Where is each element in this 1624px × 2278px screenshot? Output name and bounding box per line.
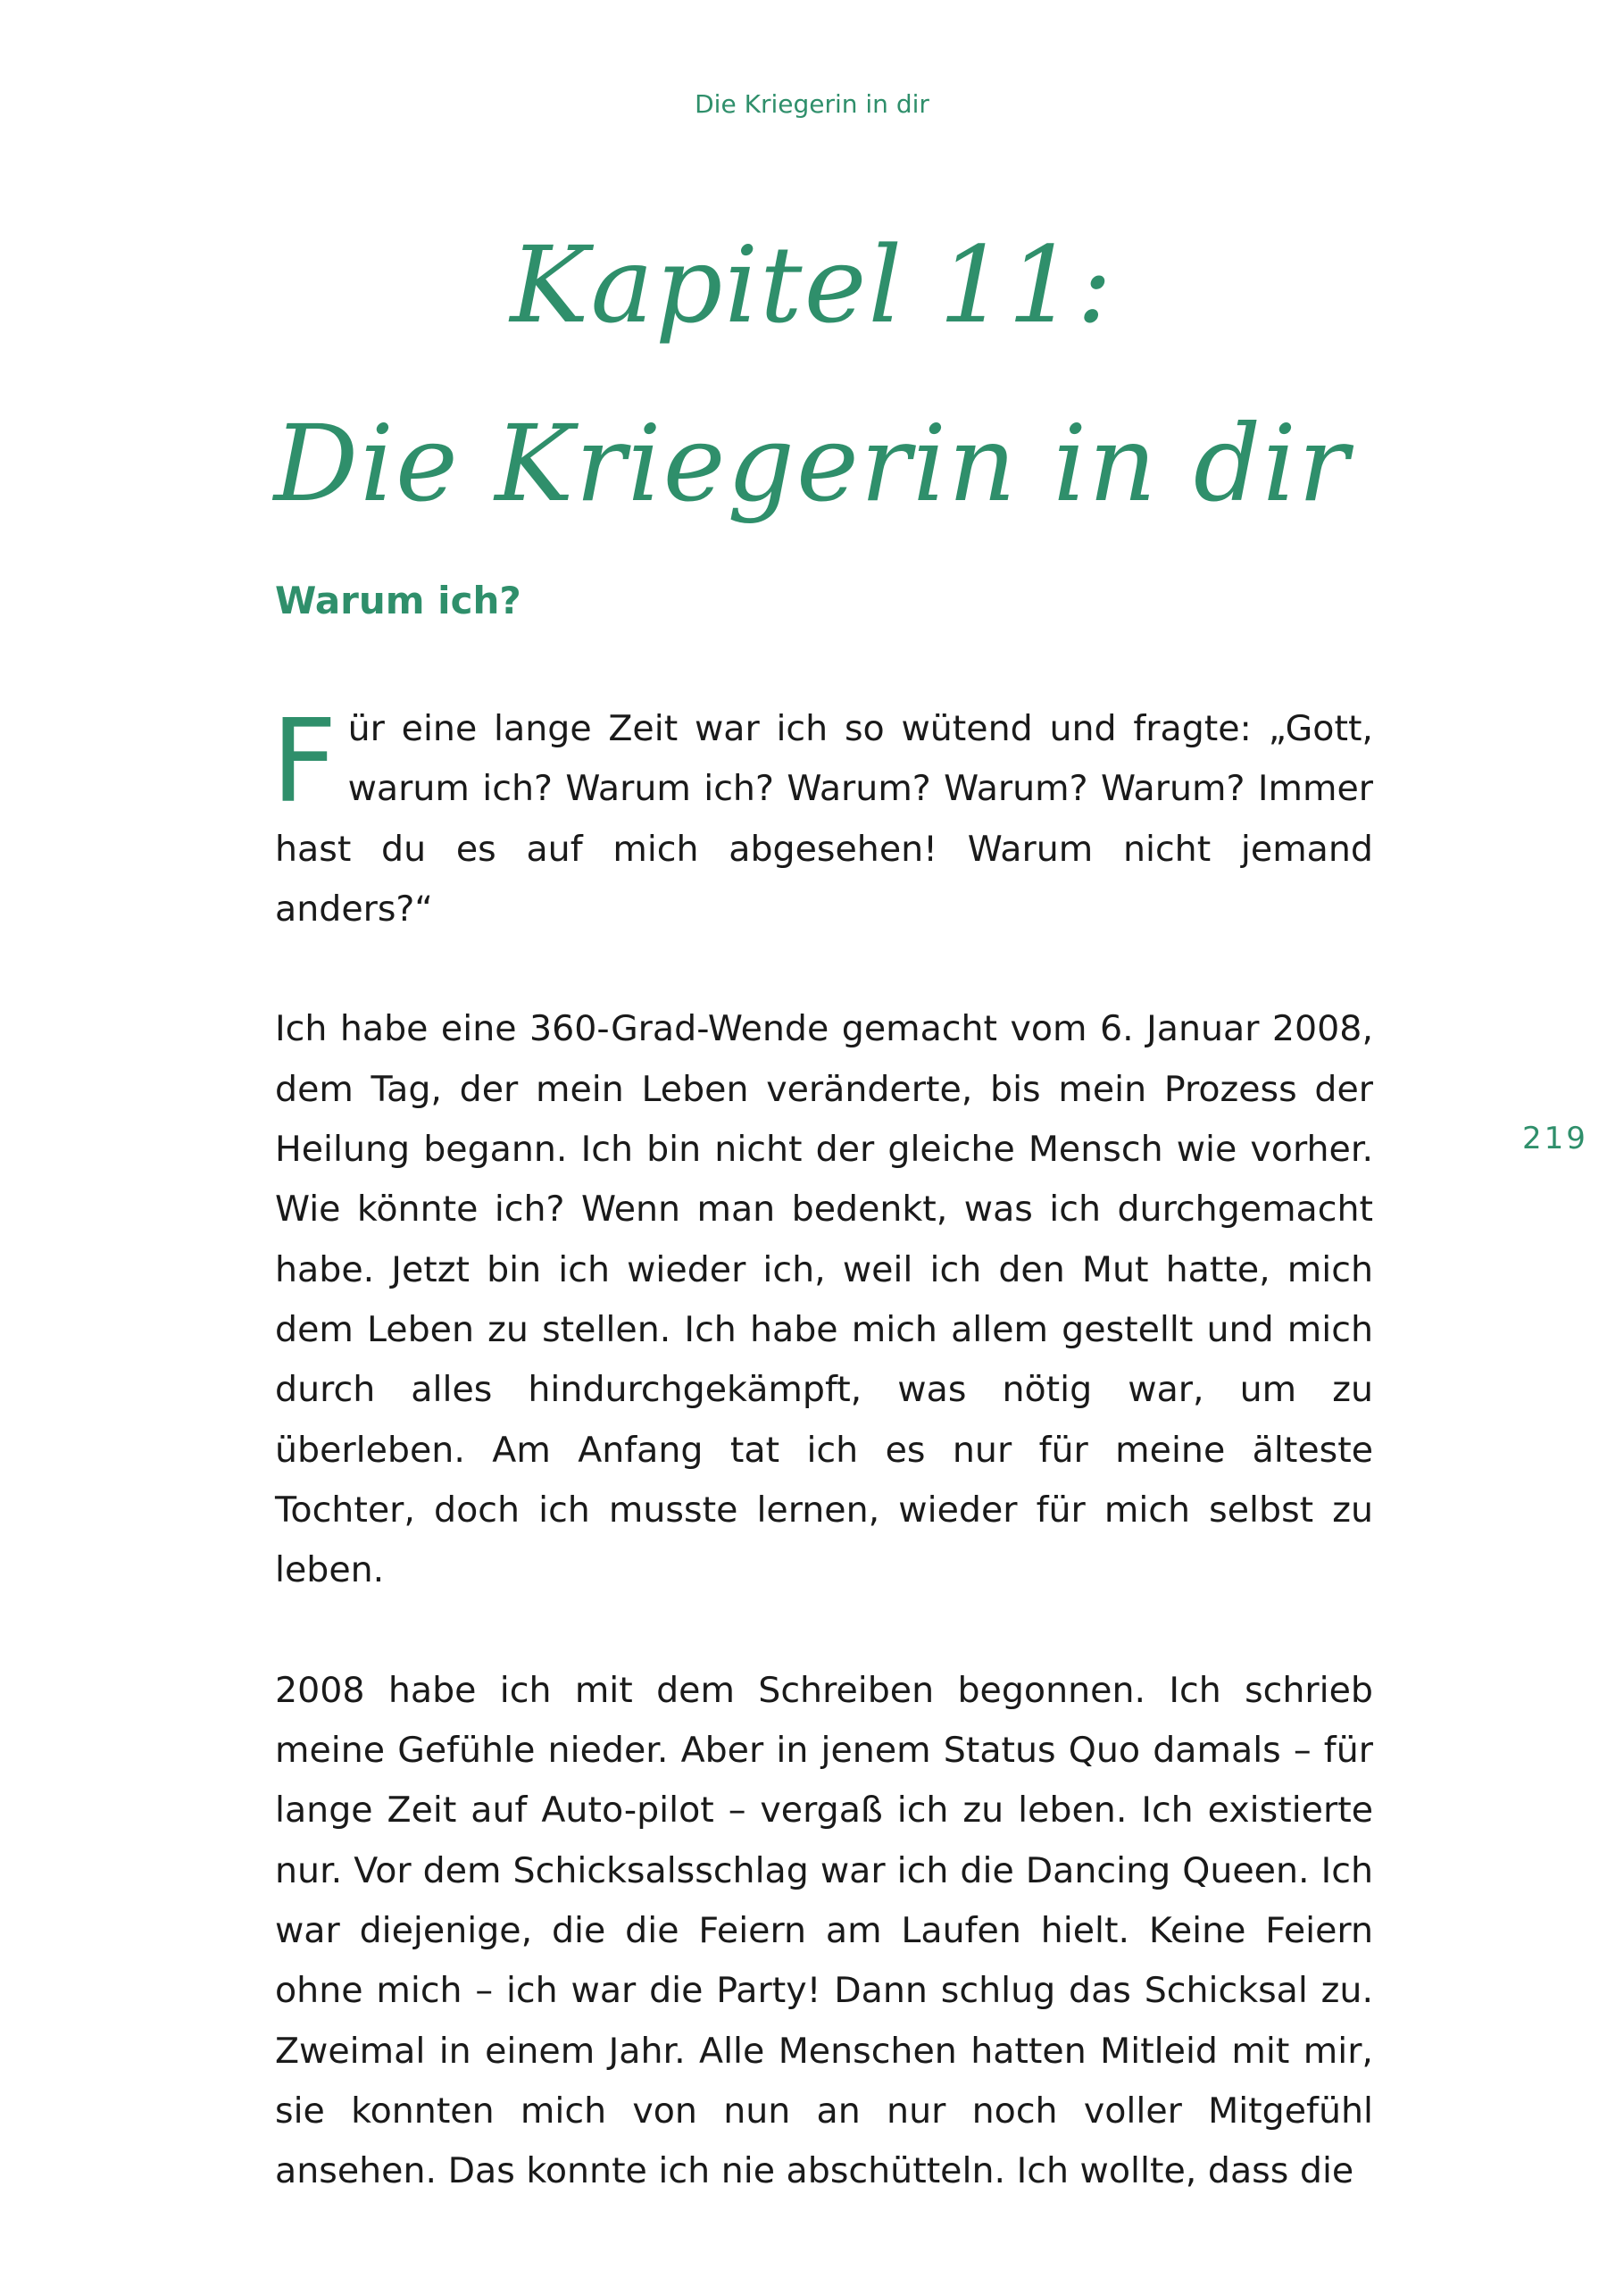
- chapter-title-name: Die Kriegerin in dir: [273, 402, 1351, 525]
- page-number: 219: [1522, 1121, 1588, 1156]
- paragraph-2: Ich habe eine 360-Grad-Wende gemacht vom 6. Januar 2008, dem Tag, der mein Leben veränderte, bis mein Prozess der Heilung begann. Ich bin nicht der gleiche Mensch wie vorher. Wie könnte ich? Wenn man bedenkt, was ich durchgemacht habe. Jetzt bin ich wieder ich, weil ich den Mut hatte, mich dem Leben zu stellen. Ich habe mich allem gestellt und mich durch alles hindurchgekämpft, was nötig war, um zu überleben. Am Anfang tat ich es nur für meine älteste Tochter, doch ich musste lernen, wieder für mich selbst zu leben.: [275, 1008, 1373, 1591]
- body-text: [271, 696, 1373, 2201]
- paragraph-1-text: ür eine lange Zeit war ich so wütend und fragte: „Gott, warum ich? Warum ich? Warum? Warum? Warum? Immer hast du es auf mich abgesehen! Warum nicht jemand anders?“: [275, 708, 1373, 930]
- drop-cap: F: [271, 696, 337, 829]
- chapter-title-number: Kapitel 11:: [510, 223, 1114, 346]
- running-header: Die Kriegerin in dir: [695, 89, 929, 119]
- paragraph-3: 2008 habe ich mit dem Schreiben begonnen. Ich schrieb meine Gefühle nieder. Aber in jenem Status Quo damals – für lange Zeit auf Auto-pilot – vergaß ich zu leben. Ich existierte nur. Vor dem Schicksalsschlag war ich die Dancing Queen. Ich war diejenige, die die Feiern am Laufen hielt. Keine Feiern ohne mich – ich war die Party! Dann schlug das Schicksal zu. Zweimal in einem Jahr. Alle Menschen hatten Mitleid mit mir, sie konnten mich von nun an nur noch voller Mitgefühl ansehen. Das konnte ich nie abschütteln. Ich wollte, dass die: [275, 1669, 1373, 2192]
- section-heading: Warum ich?: [275, 579, 521, 622]
- paragraph-1: [271, 696, 1373, 939]
